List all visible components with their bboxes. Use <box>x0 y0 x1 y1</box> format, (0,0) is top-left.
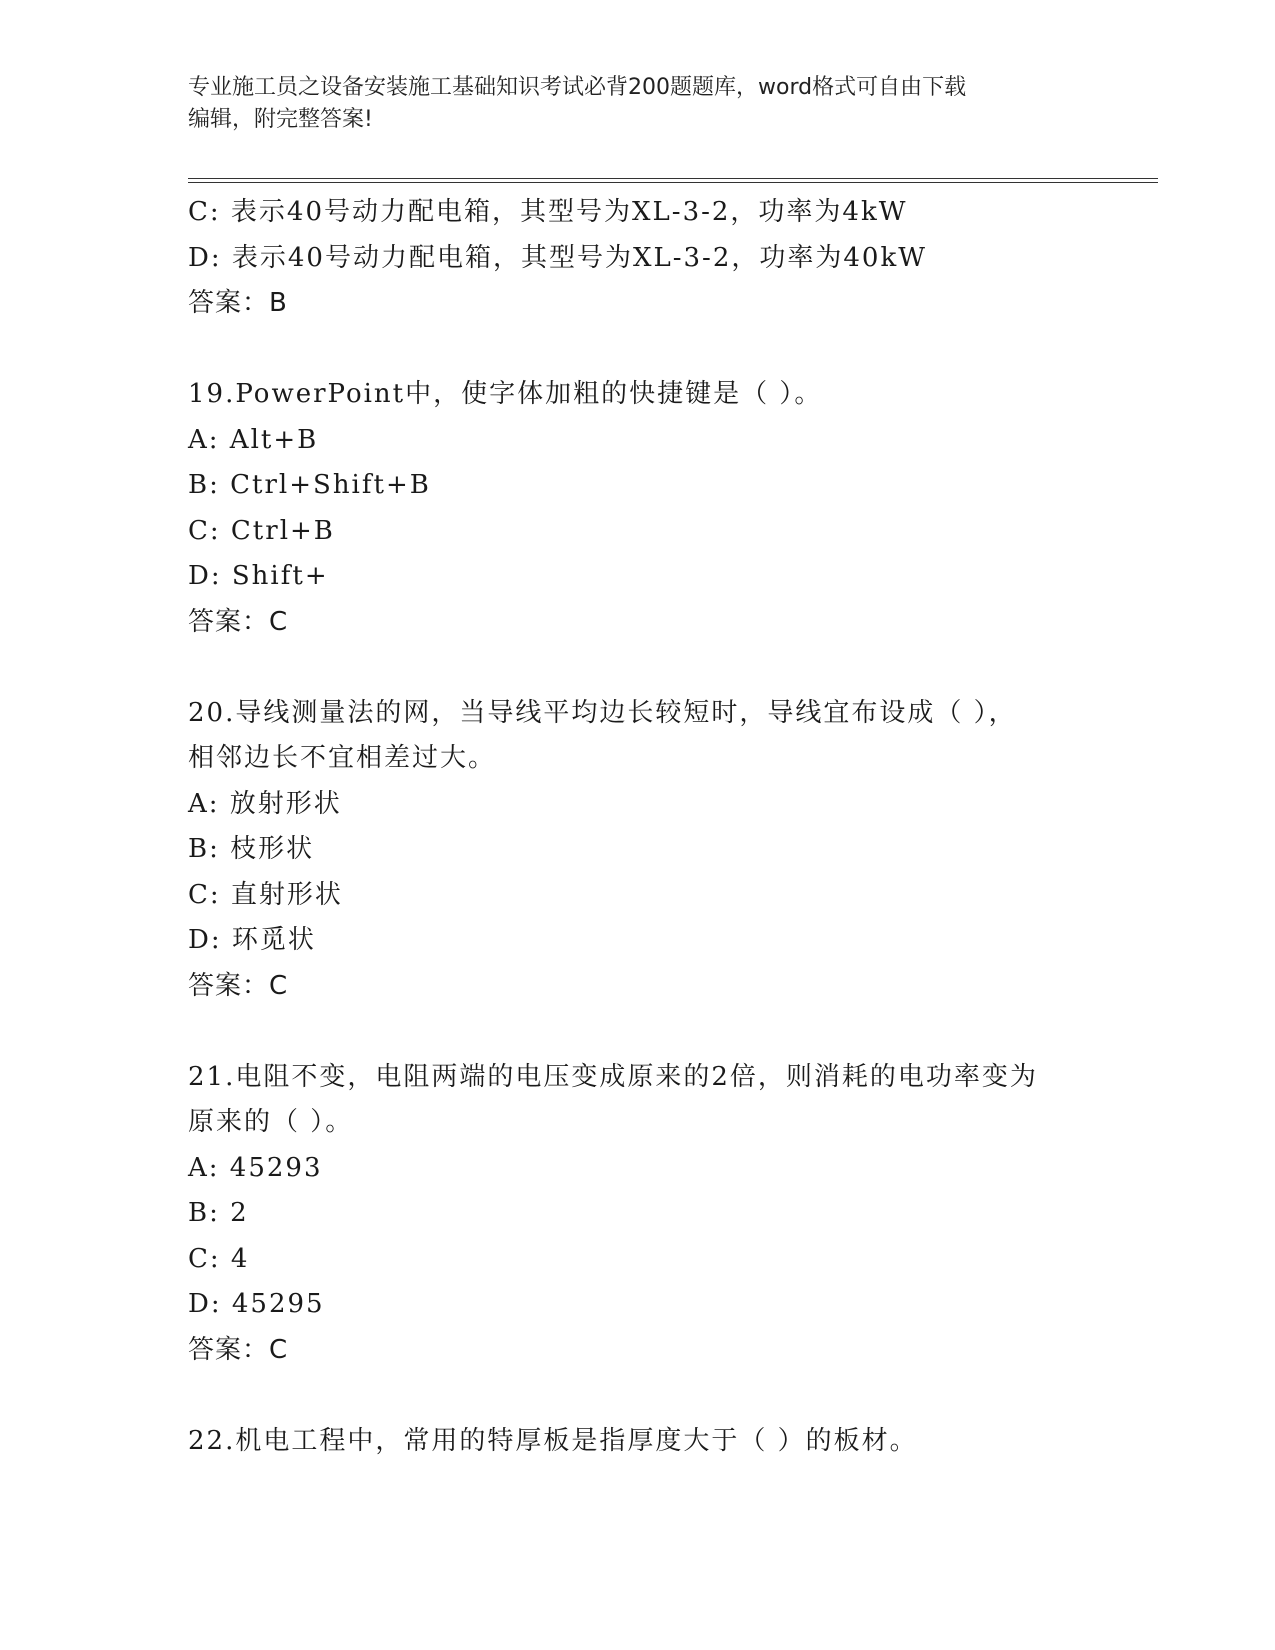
option-d: D: 环觅状 <box>188 925 316 955</box>
option-a: A: 放射形状 <box>188 788 342 819</box>
spacer <box>188 1373 1088 1419</box>
option-d: D: 表示40号动力配电箱，其型号为XL-3-2，功率为40kW <box>188 242 927 273</box>
question-19 <box>188 372 1088 645</box>
question-partial <box>188 190 1088 327</box>
option-b: B: 2 <box>188 1198 249 1228</box>
question-stem: 21.电阻不变，电阻两端的电压变成原来的2倍，则消耗的电功率变为 <box>188 1061 1038 1092</box>
question-list <box>188 190 1088 1464</box>
option-a: A: Alt+B <box>188 424 319 455</box>
question-stem: 20.导线测量法的网，当导线平均边长较短时，导线宜布设成（ ）， <box>188 697 1017 728</box>
question-stem-continued: 相邻边长不宜相差过大。 <box>188 743 497 773</box>
question-20 <box>188 691 1088 1010</box>
spacer <box>188 327 1088 373</box>
option-c: C: 表示40号动力配电箱，其型号为XL-3-2，功率为4kW <box>188 197 908 227</box>
header-double-rule <box>188 178 1158 183</box>
option-b: B: 枝形状 <box>188 834 315 864</box>
answer: 答案：C <box>188 1334 289 1365</box>
option-d: D: 45295 <box>188 1289 325 1319</box>
question-22 <box>188 1419 1088 1465</box>
spacer <box>188 645 1088 691</box>
option-b: B: Ctrl+Shift+B <box>188 470 431 500</box>
option-d: D: Shift+ <box>188 561 329 591</box>
document-header <box>188 72 1088 136</box>
header-title-line-2: 编辑，附完整答案! <box>188 107 373 132</box>
question-stem-continued: 原来的（ ）。 <box>188 1107 354 1137</box>
header-title-line-1: 专业施工员之设备安装施工基础知识考试必背200题题库，word格式可自由下载 <box>188 75 967 100</box>
answer: 答案：C <box>188 970 289 1001</box>
option-c: C: 直射形状 <box>188 879 343 910</box>
option-c: C: 4 <box>188 1243 250 1274</box>
option-c: C: Ctrl+B <box>188 515 335 546</box>
spacer <box>188 1009 1088 1055</box>
answer: 答案：C <box>188 606 289 637</box>
question-stem: 19.PowerPoint中，使字体加粗的快捷键是（ ）。 <box>188 379 823 409</box>
question-21 <box>188 1055 1088 1374</box>
answer: 答案：B <box>188 288 288 318</box>
option-a: A: 45293 <box>188 1152 323 1183</box>
question-stem: 22.机电工程中，常用的特厚板是指厚度大于（ ）的板材。 <box>188 1425 918 1456</box>
